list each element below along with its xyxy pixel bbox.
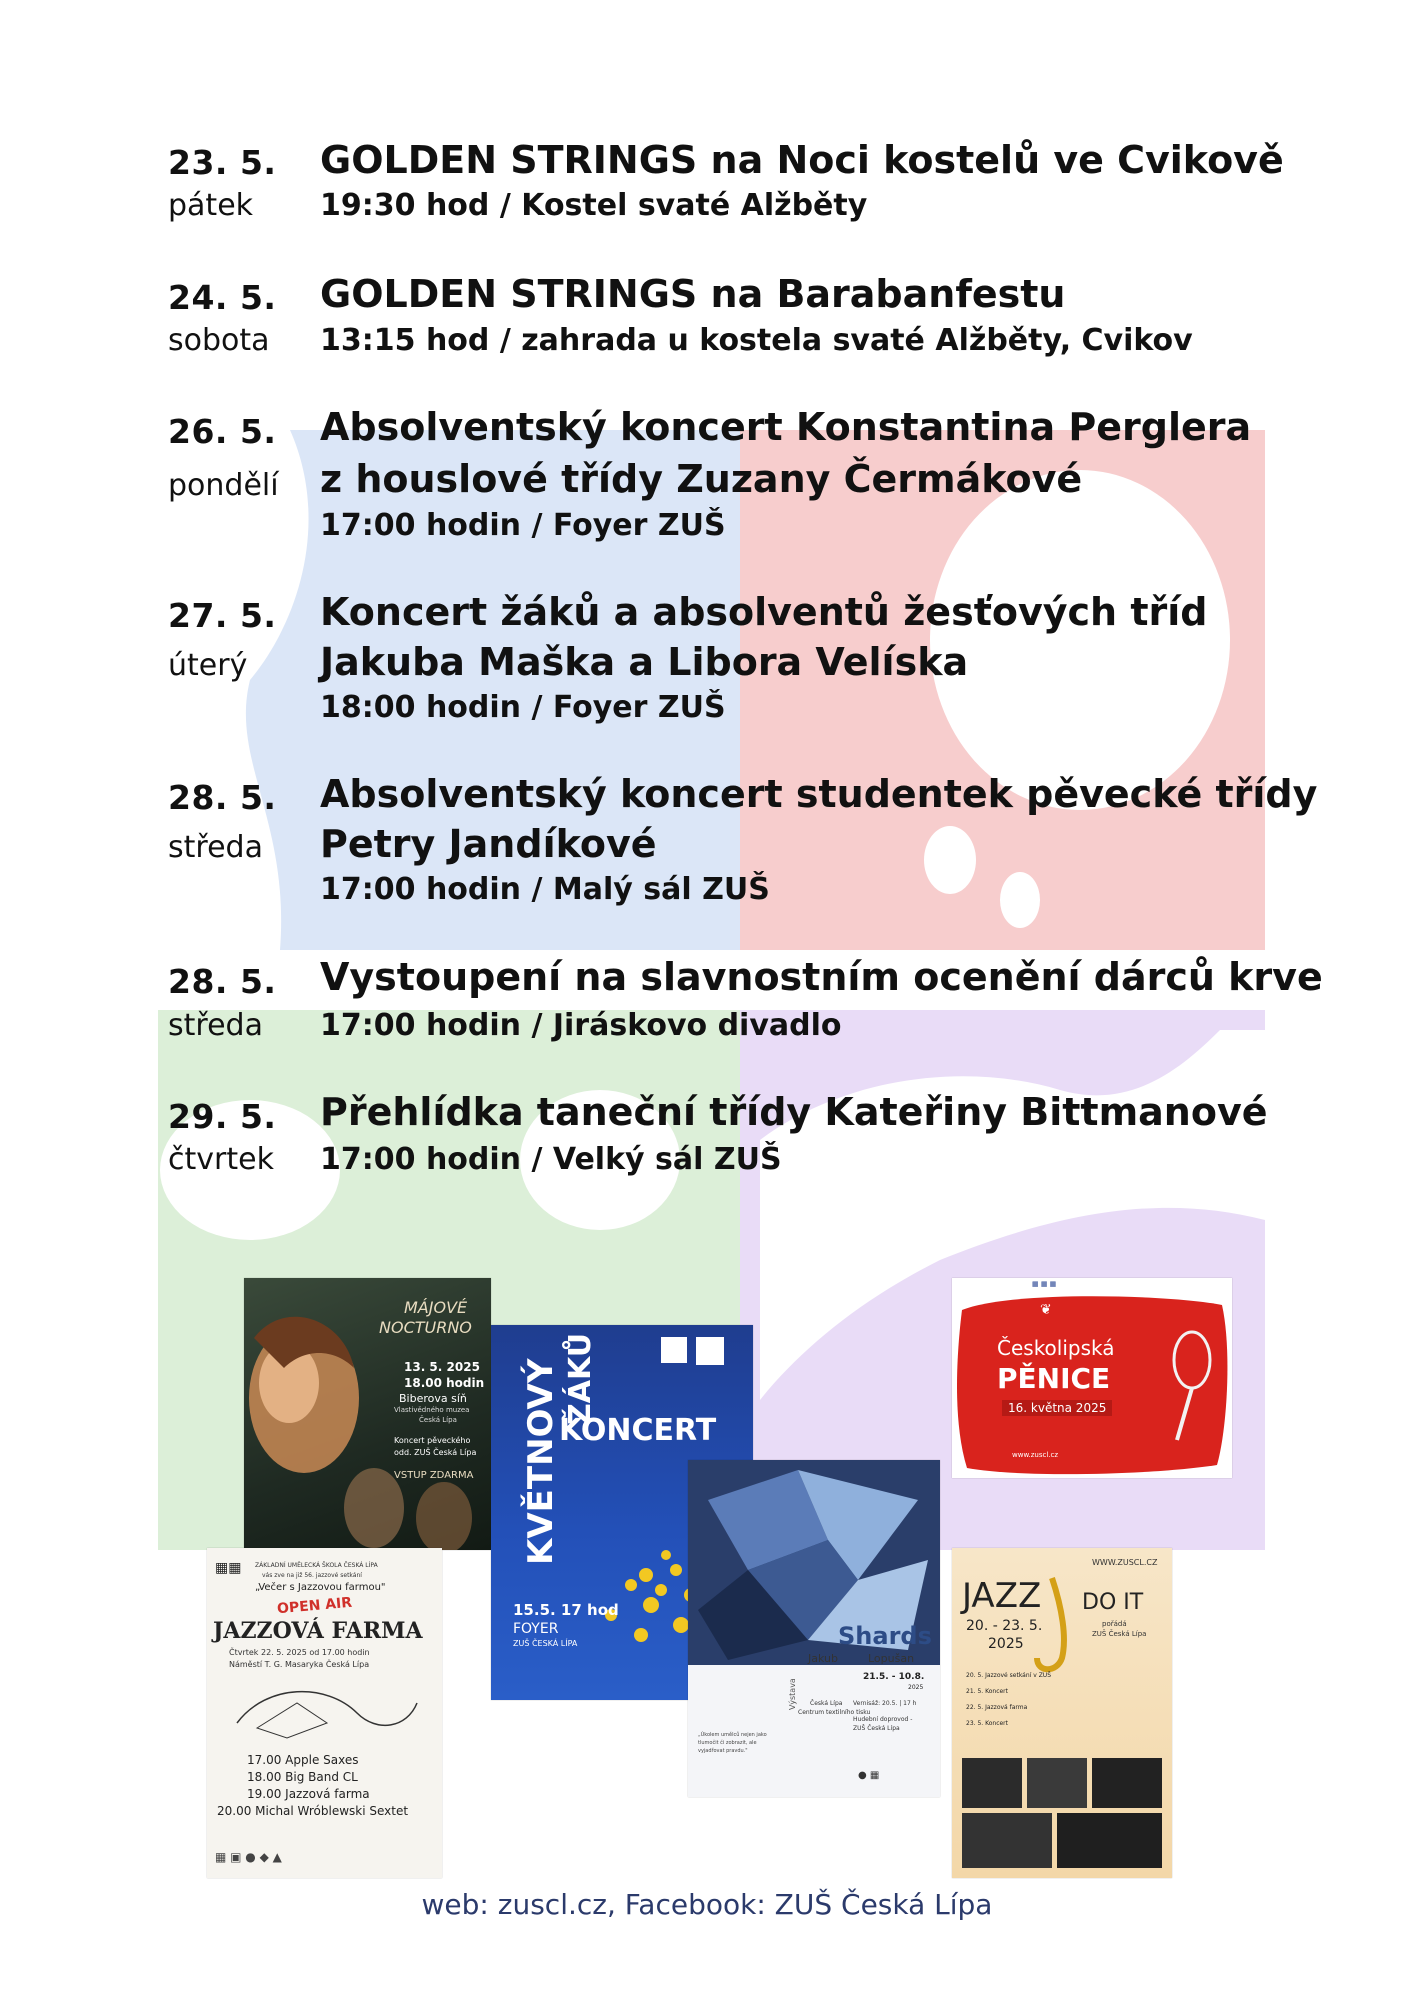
poster-place-2: Centrum textilního tisku (798, 1709, 871, 1716)
program-line-3: 19.00 Jazzová farma (247, 1787, 370, 1801)
event-title: Koncert žáků a absolventů žesťových tříd (320, 590, 1208, 634)
event-title: GOLDEN STRINGS na Noci kostelů ve Cvikově (320, 138, 1284, 182)
bg-red-dot-1 (924, 826, 976, 894)
poster-date: 15.5. 17 hod (513, 1601, 619, 1619)
poster-web: WWW.ZUSCL.CZ (1092, 1558, 1158, 1567)
event-detail: 17:00 hodin / Malý sál ZUŠ (320, 872, 770, 907)
artist-last-name: Lopušan (868, 1652, 915, 1665)
poster-intro-1: ZÁKLADNÍ UMĚLECKÁ ŠKOLA ČESKÁ LÍPA (255, 1562, 378, 1569)
poster-title: Shards (838, 1622, 932, 1650)
poster-dates: 20. - 23. 5. (966, 1618, 1043, 1634)
event-date: 26. 5. (168, 412, 277, 451)
poster-date: Čtvrtek 22. 5. 2025 od 17.00 hodin (229, 1648, 370, 1657)
event-day: středa (168, 1008, 263, 1043)
event-title: Absolventský koncert Konstantina Perglera (320, 405, 1252, 449)
band-photos (952, 1758, 1172, 1878)
bg-red-dot-2 (1000, 872, 1040, 928)
event-title-line2: z houslové třídy Zuzany Čermákové (320, 457, 1083, 501)
poster-web: www.zuscl.cz (1012, 1451, 1059, 1459)
program-line-4: 20.00 Michal Wróblewski Sextet (217, 1804, 409, 1818)
poster-dates: 21.5. - 10.8. (863, 1672, 925, 1682)
poster-entry: VSTUP ZDARMA (394, 1470, 474, 1481)
poster-time: 18.00 hodin (404, 1376, 485, 1390)
poster-place: Náměstí T. G. Masaryka Česká Lípa (229, 1660, 370, 1669)
poster-intro-3: „Večer s Jazzovou farmou" (255, 1582, 386, 1593)
artist-first-name: Jakub (808, 1652, 838, 1665)
program-line-1: 20. 5. Jazzové setkání v ZUŠ (966, 1672, 1052, 1679)
poster-title: JAZZOVÁ FARMA (213, 1618, 423, 1644)
poster-title-2: NOCTURNO (379, 1318, 472, 1337)
program-line-1: 17.00 Apple Saxes (247, 1753, 359, 1767)
poster-title-2: PĚNICE (997, 1362, 1111, 1395)
poster-quote-2: tlumočit či zobrazit, ale (698, 1740, 757, 1746)
event-detail: 13:15 hod / zahrada u kostela svaté Alžběty, Cvikov (320, 323, 1193, 358)
poster-org-1: pořádá (1102, 1620, 1127, 1628)
poster-title-1: MÁJOVÉ (404, 1298, 468, 1317)
poster-openair: OPEN AIR (276, 1594, 353, 1618)
poster-org-2: ZUŠ Česká Lípa (1092, 1630, 1147, 1638)
event-detail: 17:00 hodin / Jiráskovo divadlo (320, 1008, 842, 1043)
event-date: 24. 5. (168, 278, 277, 317)
poster-jazzova-farma (207, 1548, 442, 1878)
event-day: pátek (168, 188, 254, 223)
poster-place-1: Česká Lípa (810, 1700, 843, 1707)
sponsor-logos: ▦ ▣ ● ◆ ▲ (215, 1850, 282, 1864)
program-line-4: 23. 5. Koncert (966, 1720, 1008, 1727)
event-day: pondělí (168, 468, 279, 503)
event-title-line2: Jakuba Maška a Libora Velíska (320, 640, 969, 684)
event-detail: 18:00 hodin / Foyer ZUŠ (320, 690, 726, 725)
poster-intro-2: vás zve na již 56. jazzové setkání (262, 1572, 362, 1579)
event-date: 28. 5. (168, 778, 277, 817)
event-detail: 17:00 hodin / Velký sál ZUŠ (320, 1142, 782, 1177)
event-title: Absolventský koncert studentek pěvecké třídy (320, 772, 1318, 816)
vertical-title-1: KVĚTNOVÝ (521, 1358, 561, 1565)
program-line-2: 18.00 Big Band CL (247, 1770, 358, 1784)
poster-title-2: DO IT (1082, 1590, 1144, 1615)
poster-date: 16. května 2025 (1002, 1400, 1112, 1416)
sponsor-logos: ● ▦ (858, 1770, 880, 1781)
event-detail: 19:30 hod / Kostel svaté Alžběty (320, 188, 868, 223)
poster-title: KONCERT (559, 1413, 717, 1448)
poster-title-1: Českolipská (997, 1336, 1115, 1360)
poster-quote-1: „Úkolem umělců nejen jako (698, 1732, 767, 1738)
poster-place-2: Vlastivědného muzea (394, 1406, 470, 1414)
poster-place-3: Česká Lípa (419, 1416, 457, 1424)
poster-desc-2: odd. ZUŠ Česká Lípa (394, 1448, 477, 1457)
poster-vernisaz: Vernisáž: 20.5. | 17 h (853, 1700, 917, 1707)
event-day: sobota (168, 323, 270, 358)
footer-contact: web: zuscl.cz, Facebook: ZUŠ Česká Lípa (421, 1888, 993, 1921)
poster-org: ZUŠ ČESKÁ LÍPA (513, 1639, 578, 1648)
program-line-3: 22. 5. Jazzová farma (966, 1704, 1028, 1711)
event-date: 23. 5. (168, 143, 277, 182)
event-date: 29. 5. (168, 1097, 277, 1136)
eu-logos: ▦ ▦ ▦ (1032, 1280, 1057, 1288)
poster-date: 13. 5. 2025 (404, 1360, 480, 1374)
poster-vertical-label: Výstava (788, 1678, 797, 1710)
event-day: úterý (168, 648, 248, 683)
poster-quote-3: vyjadřovat pravdu." (698, 1748, 748, 1754)
saxophone-sketch (207, 1673, 442, 1743)
vertical-title-2: ŽÁKŮ (563, 1332, 598, 1425)
event-date: 27. 5. (168, 596, 277, 635)
poster-shards (688, 1460, 940, 1797)
poster-ceskolipska-penice (952, 1278, 1232, 1478)
poster-place-1: Biberova síň (399, 1392, 467, 1405)
poster-place: FOYER (513, 1621, 559, 1637)
program-line-2: 21. 5. Koncert (966, 1688, 1008, 1695)
event-day: středa (168, 830, 263, 865)
event-title: GOLDEN STRINGS na Barabanfestu (320, 272, 1066, 316)
poster-music-2: ZUŠ Česká Lípa (853, 1725, 900, 1732)
event-date: 28. 5. (168, 962, 277, 1001)
poster-jazz-do-it (952, 1548, 1172, 1878)
poster-year: 2025 (908, 1684, 924, 1691)
poster-year: 2025 (988, 1636, 1024, 1652)
zus-logo: ▦▦ (215, 1560, 242, 1576)
bird-icon: ❦ (1040, 1302, 1052, 1318)
bg-red-circle (930, 470, 1230, 810)
event-title: Vystoupení na slavnostním ocenění dárců krve (320, 955, 1323, 999)
poster-desc-1: Koncert pěveckého (394, 1436, 471, 1445)
event-detail: 17:00 hodin / Foyer ZUŠ (320, 508, 726, 543)
event-day: čtvrtek (168, 1142, 274, 1177)
poster-title-1: JAZZ (962, 1576, 1042, 1616)
poster-majove-nocturno (244, 1278, 491, 1550)
saxophone-icon (952, 1568, 1172, 1678)
event-title-line2: Petry Jandíkové (320, 822, 657, 866)
poster-music-1: Hudební doprovod - (853, 1716, 913, 1723)
event-title: Přehlídka taneční třídy Kateřiny Bittmanové (320, 1090, 1268, 1134)
